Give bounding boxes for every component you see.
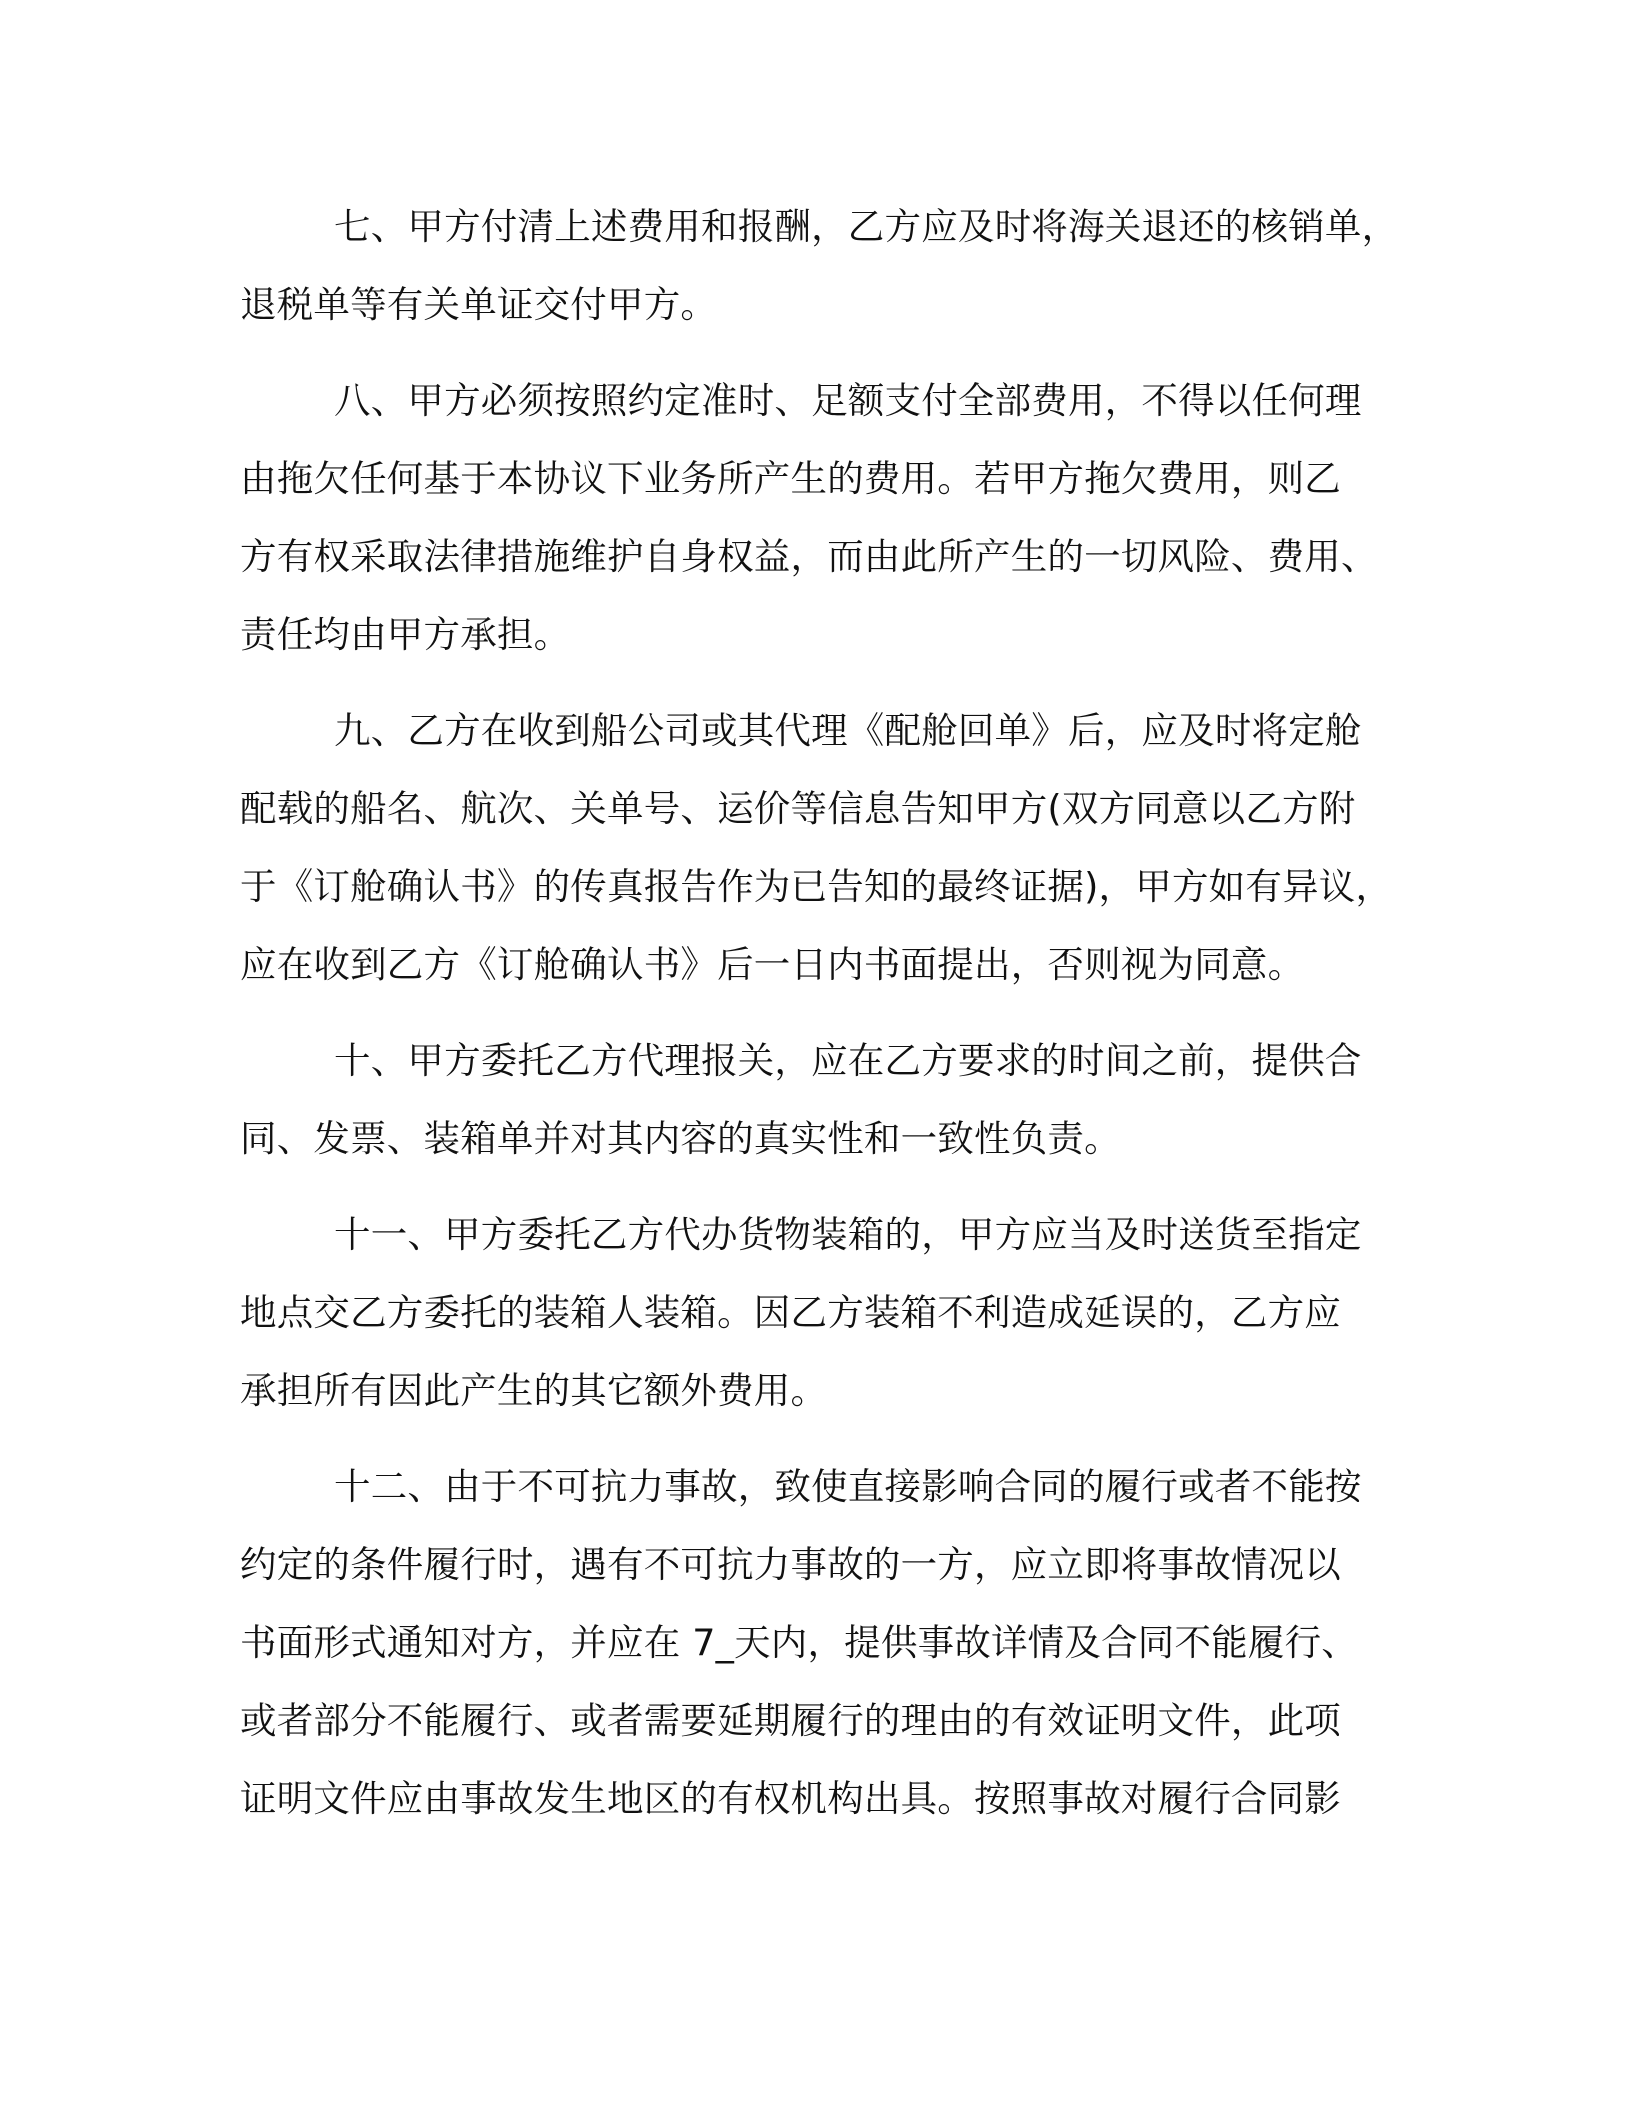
paragraph-line: 退税单等有关单证交付甲方。	[240, 283, 718, 326]
paragraph-line: 方有权采取法律措施维护自身权益，而由此所产生的一切风险、费用、	[240, 535, 1378, 578]
paragraph-line: 八、甲方必须按照约定准时、足额支付全部费用，不得以任何理	[334, 379, 1362, 422]
paragraph-line: 或者部分不能履行、或者需要延期履行的理由的有效证明文件，此项	[240, 1699, 1341, 1742]
paragraph-line: 证明文件应由事故发生地区的有权机构出具。按照事故对履行合同影	[240, 1777, 1341, 1820]
paragraph-line: 约定的条件履行时，遇有不可抗力事故的一方，应立即将事故情况以	[240, 1543, 1341, 1586]
clause-7-paragraph	[240, 188, 1400, 344]
clause-12-paragraph	[240, 1448, 1400, 1838]
paragraph-line: 十二、由于不可抗力事故，致使直接影响合同的履行或者不能按	[334, 1465, 1362, 1508]
paragraph-line: 地点交乙方委托的装箱人装箱。因乙方装箱不利造成延误的，乙方应	[240, 1291, 1341, 1334]
paragraph-line: 配载的船名、航次、关单号、运价等信息告知甲方(双方同意以乙方附	[240, 787, 1356, 830]
clause-8-paragraph	[240, 362, 1400, 674]
paragraph-line: 同、发票、装箱单并对其内容的真实性和一致性负责。	[240, 1117, 1121, 1160]
paragraph-line: 应在收到乙方《订舱确认书》后一日内书面提出，否则视为同意。	[240, 943, 1305, 986]
paragraph-line: 十、甲方委托乙方代理报关，应在乙方要求的时间之前，提供合	[334, 1039, 1362, 1082]
paragraph-line: 责任均由甲方承担。	[240, 613, 571, 656]
paragraph-line: 由拖欠任何基于本协议下业务所产生的费用。若甲方拖欠费用，则乙	[240, 457, 1341, 500]
clause-9-paragraph	[240, 692, 1400, 1004]
clause-10-paragraph	[240, 1022, 1400, 1178]
paragraph-line: 承担所有因此产生的其它额外费用。	[240, 1369, 828, 1412]
paragraph-line: 九、乙方在收到船公司或其代理《配舱回单》后，应及时将定舱	[334, 709, 1362, 752]
paragraph-line: 书面形式通知对方，并应在 7_天内，提供事故详情及合同不能履行、	[240, 1621, 1358, 1664]
clause-11-paragraph	[240, 1196, 1400, 1430]
paragraph-line: 于《订舱确认书》的传真报告作为已告知的最终证据)，甲方如有异议，	[240, 865, 1393, 908]
paragraph-line: 十一、甲方委托乙方代办货物装箱的，甲方应当及时送货至指定	[334, 1213, 1362, 1256]
paragraph-line: 七、甲方付清上述费用和报酬，乙方应及时将海关退还的核销单，	[334, 205, 1399, 248]
document-body	[240, 188, 1400, 1838]
